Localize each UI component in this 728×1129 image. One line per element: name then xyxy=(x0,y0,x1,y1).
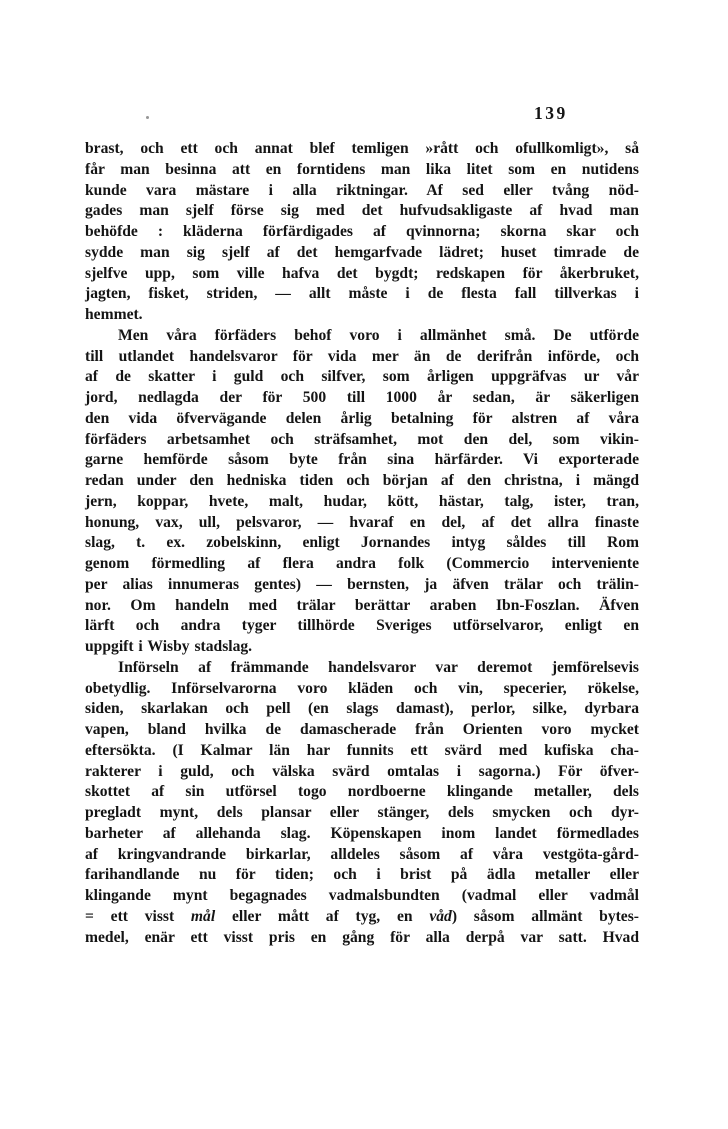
text-line: redan under den hedniska tiden och början af den christna, i mängd xyxy=(85,472,639,489)
text-line: garne hemförde såsom byte från sina härfärder. Vi exporterade xyxy=(85,451,639,469)
text-line: obetydlig. Införselvarorna voro kläden och vin, specerier, rökelse, xyxy=(85,679,639,697)
text-line: nor. Om handeln med trälar berättar araben Ibn-Foszlan. Äfven xyxy=(85,596,639,614)
text-line: får man besinna att en forntidens man lika litet som en nutidens xyxy=(85,160,639,178)
text-line: jord, nedlagda der för 500 till 1000 år sedan, är säkerligen xyxy=(85,389,639,406)
text-line: jern, koppar, hvete, malt, hudar, kött, hästar, talg, ister, tran, xyxy=(85,492,639,510)
text-line: medel, enär ett visst pris en gång för alla derpå var satt. Hvad xyxy=(85,928,639,946)
text-line: sydde man sig sjelf af det hemgarfvade lädret; huset timrade de xyxy=(85,243,639,261)
page-number: 139 xyxy=(534,103,568,123)
text-line: kunde vara mästare i alla riktningar. Af sed eller tvång nöd- xyxy=(85,181,639,199)
italic-term: våd xyxy=(429,907,452,925)
text-line: genom förmedling af flera andra folk (Commercio interveniente xyxy=(85,555,639,572)
text-line: af kringvandrande birkarlar, alldeles såsom af våra vestgöta-gård- xyxy=(85,845,639,863)
text-line: Men våra förfäders behof voro i allmänhet små. De utförde xyxy=(118,326,639,344)
text-line: sjelfve upp, som ville hafva det bygdt; redskapen för åkerbruket, xyxy=(85,264,639,282)
text-line: förfäders arbetsamhet och sträfsamhet, mot den del, som vikin- xyxy=(85,430,639,448)
text-block xyxy=(85,139,639,948)
text-line: behöfde : kläderna förfärdigades af qvinnorna; skorna skar och xyxy=(85,223,639,240)
italic-term: mål xyxy=(190,907,216,925)
text-line: farihandlande nu för tiden; och i brist på ädla metaller eller xyxy=(85,866,639,884)
text-line: af de skatter i guld och silfver, som årligen uppgräfvas ur vår xyxy=(85,368,639,386)
text-line: vapen, bland hvilka de damascherade från Orienten voro mycket xyxy=(85,721,639,738)
text-line: slag, t. ex. zobelskinn, enligt Jornandes intyg såldes till Rom xyxy=(85,534,639,552)
text-line: siden, skarlakan och pell (en slags damast), perlor, silke, dyrbara xyxy=(85,700,639,718)
text-line: uppgift i Wisby stadslag. xyxy=(85,638,253,655)
text-line: eftersökta. (I Kalmar län har funnits ett svärd med kufiska cha- xyxy=(85,741,639,759)
text-line: brast, och ett och annat blef temligen »rått och ofullkomligt», så xyxy=(85,140,639,157)
text-line: lärft och andra tyger tillhörde Sveriges utförselvaror, enligt en xyxy=(85,617,639,635)
text-line: skottet af sin utförsel togo nordboerne klingande metaller, dels xyxy=(85,783,639,801)
text-line: till utlandet handelsvaror för vida mer än de derifrån införde, och xyxy=(85,347,639,365)
text-line: jagten, fisket, striden, — allt måste i de flesta fall tillverkas i xyxy=(85,285,639,303)
text-line: gades man sjelf förse sig med det hufvudsakligaste af hvad man xyxy=(85,202,639,220)
text-line: = ett visst mål eller mått af tyg, en våd) såsom allmänt bytes- xyxy=(85,907,639,925)
text-line: rakterer i guld, och välska svärd omtalas i sagorna.) För öfver- xyxy=(85,762,639,780)
text-line: klingande mynt begagnades vadmalsbundten (vadmal eller vadmål xyxy=(85,887,639,904)
text-line: honung, vax, ull, pelsvaror, — hvaraf en del, af det allra finaste xyxy=(85,513,639,531)
ink-speck xyxy=(146,116,149,119)
text-line: per alias innumeras gentes) — bernsten, ja äfven trälar och trälin- xyxy=(85,575,639,593)
text-line: pregladt mynt, dels plansar eller stänger, dels smycken och dyr- xyxy=(85,804,639,821)
text-line: Införseln af främmande handelsvaror var deremot jemförelsevis xyxy=(118,658,639,676)
text-line: den vida öfvervägande delen årlig betalning för alstren af våra xyxy=(85,409,639,427)
text-line: hemmet. xyxy=(85,306,143,323)
text-line: barheter af allehanda slag. Köpenskapen inom landet förmedlades xyxy=(85,824,639,842)
